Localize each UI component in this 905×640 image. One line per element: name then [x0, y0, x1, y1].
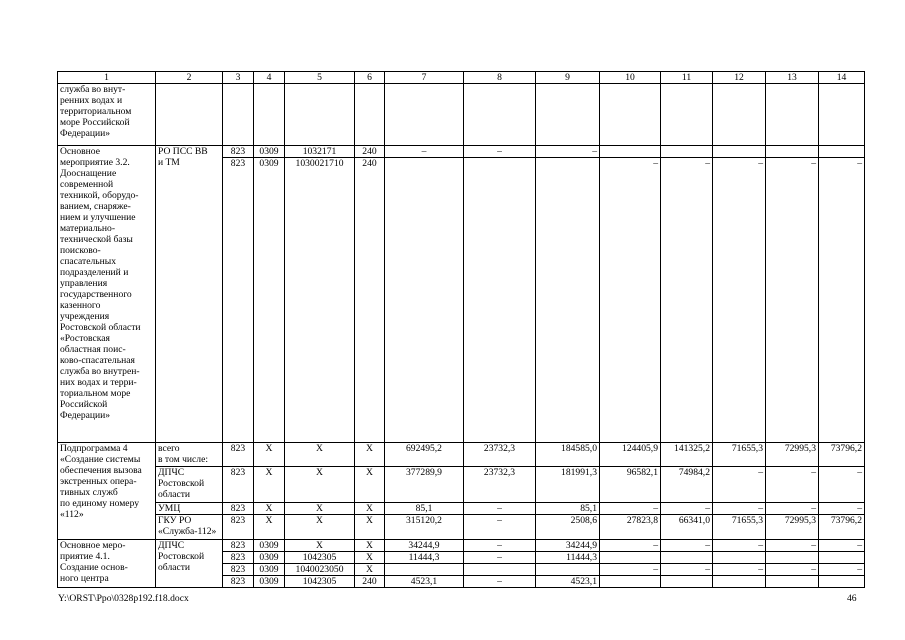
table-cell [464, 158, 536, 443]
table-cell: 4523,1 [536, 576, 600, 588]
table-cell: 11444,3 [385, 552, 464, 564]
table-cell: – [713, 158, 766, 443]
table-cell: – [766, 503, 819, 515]
table-cell: – [464, 146, 536, 158]
table-cell: 823 [223, 503, 254, 515]
executor: ДПЧС Ростовской области [156, 540, 223, 588]
column-header: 13 [766, 72, 819, 84]
table-cell: 181991,3 [536, 467, 600, 503]
table-cell: – [766, 158, 819, 443]
table-cell: 0309 [254, 158, 285, 443]
table-cell: Х [285, 540, 355, 552]
table-cell [713, 576, 766, 588]
table-cell: 240 [355, 576, 385, 588]
table-cell: Х [355, 552, 385, 564]
table-cell: – [661, 540, 713, 552]
table-cell: 240 [355, 146, 385, 158]
page-number: 46 [847, 593, 857, 604]
column-header: 6 [355, 72, 385, 84]
table-cell [600, 552, 661, 564]
table-cell: 1042305 [285, 576, 355, 588]
executor: всего в том числе: [156, 443, 223, 467]
table-cell [661, 84, 713, 146]
table-cell [254, 84, 285, 146]
table-cell [285, 84, 355, 146]
table-cell: Х [285, 467, 355, 503]
table-row [58, 146, 865, 158]
table-cell: 1030021710 [285, 158, 355, 443]
table-cell: – [713, 540, 766, 552]
table-cell [766, 84, 819, 146]
row-name: служба во внут- ренних водах и территориальном море Российской Федерации» [58, 84, 156, 146]
table-cell: Х [285, 503, 355, 515]
table-cell: – [464, 576, 536, 588]
table-cell [355, 84, 385, 146]
table-cell: 124405,9 [600, 443, 661, 467]
table-cell [156, 84, 223, 146]
table-cell: 96582,1 [600, 467, 661, 503]
table-cell: 692495,2 [385, 443, 464, 467]
table-cell [223, 84, 254, 146]
table-cell: – [385, 146, 464, 158]
table-cell [819, 552, 865, 564]
table-cell: 184585,0 [536, 443, 600, 467]
table-cell: – [600, 503, 661, 515]
table-cell [536, 84, 600, 146]
table-cell: 73796,2 [819, 443, 865, 467]
table-cell: – [819, 467, 865, 503]
table-cell: Х [355, 467, 385, 503]
column-header: 10 [600, 72, 661, 84]
table-cell: 0309 [254, 146, 285, 158]
table-cell: 27823,8 [600, 515, 661, 540]
column-header: 2 [156, 72, 223, 84]
table-cell: 23732,3 [464, 443, 536, 467]
table-cell: – [600, 564, 661, 576]
table-cell: 240 [355, 158, 385, 443]
table-cell: Х [355, 564, 385, 576]
table-cell [766, 576, 819, 588]
table-cell [385, 84, 464, 146]
table-cell: – [600, 540, 661, 552]
table-cell: 66341,0 [661, 515, 713, 540]
budget-table [57, 71, 865, 588]
table-cell: Х [254, 503, 285, 515]
table-row [58, 72, 865, 84]
table-cell: 0309 [254, 552, 285, 564]
footer-file-path: Y:\ORST\Ppo\0328p192.f18.docx [58, 593, 189, 604]
table-cell [713, 84, 766, 146]
column-header: 9 [536, 72, 600, 84]
table-cell: – [464, 552, 536, 564]
table-cell: 73796,2 [819, 515, 865, 540]
table-cell: 141325,2 [661, 443, 713, 467]
table-cell: 315120,2 [385, 515, 464, 540]
table-cell: – [600, 158, 661, 443]
table-cell: – [713, 564, 766, 576]
table-cell: 34244,9 [536, 540, 600, 552]
column-header: 14 [819, 72, 865, 84]
table-cell: – [661, 158, 713, 443]
row-name: Основное меро- приятие 4.1. Создание основ- ного центра [58, 540, 156, 588]
table-cell: 2508,6 [536, 515, 600, 540]
table-cell [713, 146, 766, 158]
table-cell: 823 [223, 564, 254, 576]
table-cell: – [536, 146, 600, 158]
table-cell: 0309 [254, 576, 285, 588]
column-header: 11 [661, 72, 713, 84]
executor: РО ПСС ВВ и ТМ [156, 146, 223, 443]
table-cell: – [713, 503, 766, 515]
table-cell: 1040023050 [285, 564, 355, 576]
executor: УМЦ [156, 503, 223, 515]
table-cell: Х [254, 515, 285, 540]
table-cell: 23732,3 [464, 467, 536, 503]
row-name: Основное мероприятие 3.2. Дооснащение современной техникой, оборудо- ванием, снаряже- нием и улучшение материально- технической базы поисково- спасательных подразделений и управления государственного казенного учреждения Ростовской области «Ростовская областная поис- ково-спасательная служба во внутрен- них водах и терри- ториальном море Российской Федерации» [58, 146, 156, 443]
table-cell [600, 576, 661, 588]
table-cell: 823 [223, 158, 254, 443]
table-cell: 34244,9 [385, 540, 464, 552]
table-row [58, 467, 865, 503]
column-header: 3 [223, 72, 254, 84]
table-cell: 377289,9 [385, 467, 464, 503]
table-cell: 0309 [254, 540, 285, 552]
table-cell: – [713, 467, 766, 503]
table-cell: – [464, 503, 536, 515]
table-cell: 823 [223, 552, 254, 564]
table-cell [819, 146, 865, 158]
table-cell: 823 [223, 540, 254, 552]
table-cell: Х [355, 540, 385, 552]
table-cell: 85,1 [536, 503, 600, 515]
table-cell: – [819, 540, 865, 552]
table-cell: – [766, 540, 819, 552]
table-cell [464, 564, 536, 576]
executor: ГКУ РО «Служба-112» [156, 515, 223, 540]
table-cell: 823 [223, 515, 254, 540]
table-cell: – [819, 564, 865, 576]
row-name: Подпрограмма 4 «Создание системы обеспечения вызова экстренных опера- тивных служб по единому номеру «112» [58, 443, 156, 540]
table-cell: Х [285, 515, 355, 540]
table-row [58, 515, 865, 540]
table-cell: Х [355, 503, 385, 515]
table-cell: – [819, 503, 865, 515]
table-cell: 1042305 [285, 552, 355, 564]
table-cell: Х [355, 443, 385, 467]
table-cell [536, 158, 600, 443]
table-cell: 823 [223, 467, 254, 503]
executor: ДПЧС Ростовской области [156, 467, 223, 503]
table-cell: – [766, 467, 819, 503]
table-cell [766, 552, 819, 564]
column-header: 7 [385, 72, 464, 84]
table-cell: Х [254, 443, 285, 467]
table-cell: 71655,3 [713, 443, 766, 467]
table-row [58, 503, 865, 515]
table-cell: 72995,3 [766, 515, 819, 540]
table-cell: 823 [223, 576, 254, 588]
table-cell [661, 552, 713, 564]
table-row [58, 84, 865, 146]
table-cell: 11444,3 [536, 552, 600, 564]
table-cell [464, 84, 536, 146]
table-cell [766, 146, 819, 158]
table-cell: 4523,1 [385, 576, 464, 588]
table-cell: 72995,3 [766, 443, 819, 467]
table-cell: 823 [223, 443, 254, 467]
table-cell: – [819, 158, 865, 443]
table-cell: 85,1 [385, 503, 464, 515]
table-cell: Х [355, 515, 385, 540]
table-row [58, 540, 865, 552]
table-cell: – [464, 540, 536, 552]
table-cell [661, 146, 713, 158]
table-cell [600, 146, 661, 158]
table-cell [713, 552, 766, 564]
table-cell: Х [254, 467, 285, 503]
table-cell: 0309 [254, 564, 285, 576]
table-cell: – [766, 564, 819, 576]
table-cell [661, 576, 713, 588]
table-cell: Х [285, 443, 355, 467]
table-cell [819, 576, 865, 588]
table-cell: – [464, 515, 536, 540]
table-cell: – [661, 564, 713, 576]
table-row [58, 443, 865, 467]
table-cell: 71655,3 [713, 515, 766, 540]
column-header: 5 [285, 72, 355, 84]
table-cell [600, 84, 661, 146]
table-cell: – [661, 503, 713, 515]
table-cell: 1032171 [285, 146, 355, 158]
table-cell: 74984,2 [661, 467, 713, 503]
column-header: 12 [713, 72, 766, 84]
table-cell [536, 564, 600, 576]
column-header: 4 [254, 72, 285, 84]
table-cell [385, 564, 464, 576]
table-cell: 823 [223, 146, 254, 158]
table-cell [819, 84, 865, 146]
column-header: 1 [58, 72, 156, 84]
table-cell [385, 158, 464, 443]
column-header: 8 [464, 72, 536, 84]
